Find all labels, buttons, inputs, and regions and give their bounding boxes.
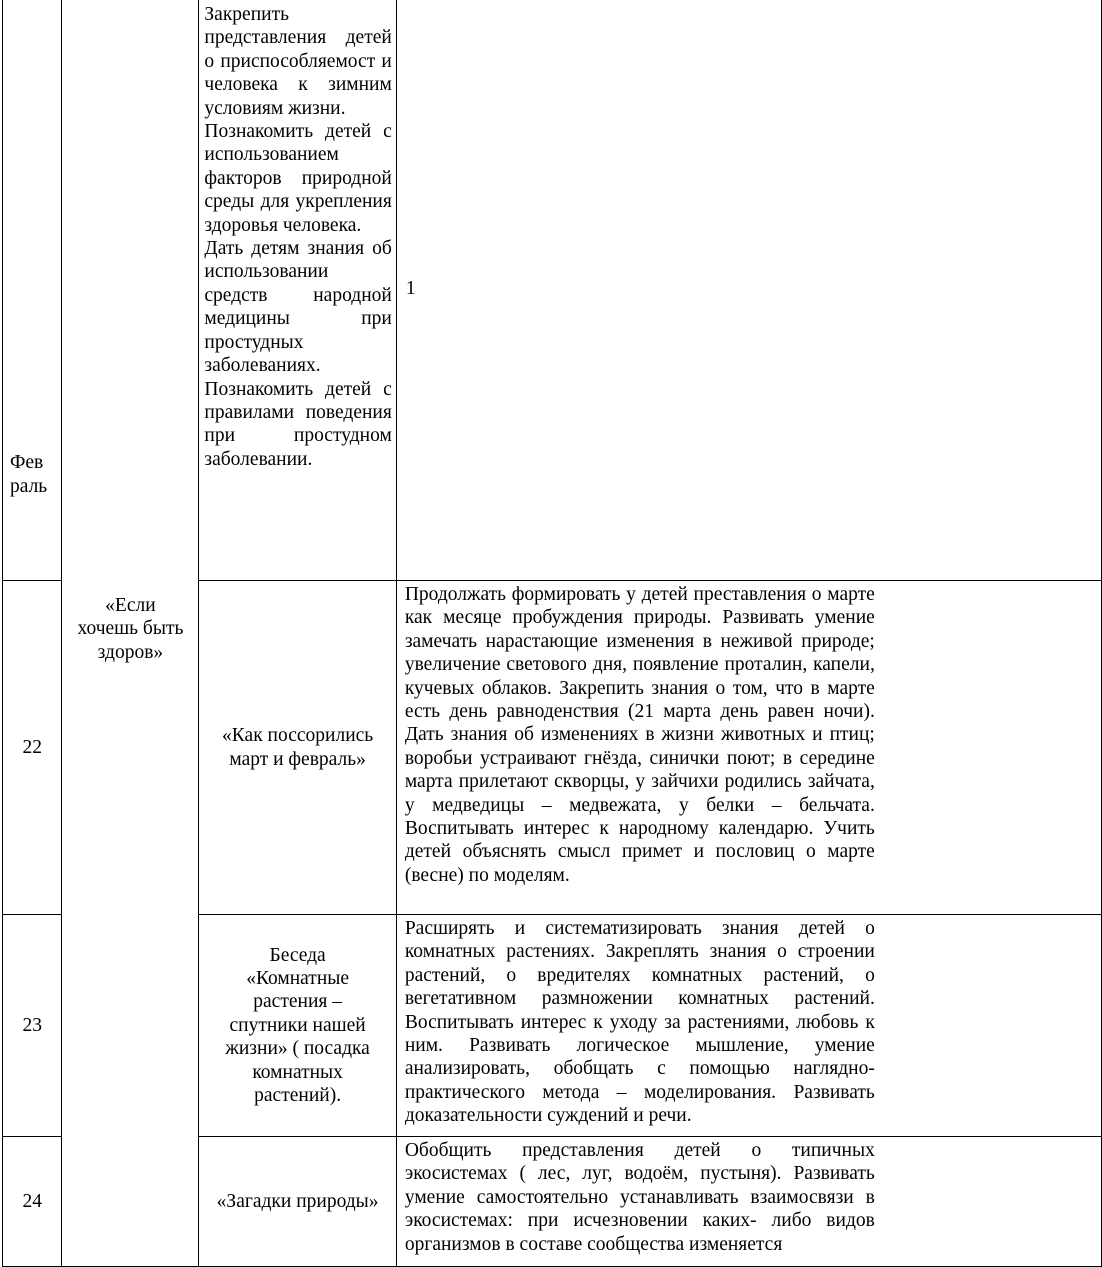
lesson-plan-table bbox=[2, 0, 1102, 1267]
row-number-cell bbox=[3, 915, 62, 1137]
row-number-cell bbox=[3, 581, 62, 915]
row-number-cell bbox=[3, 1137, 62, 1267]
goal-cell bbox=[396, 915, 1101, 1137]
theme-cell bbox=[199, 581, 396, 915]
hours-cell bbox=[396, 0, 1101, 581]
month-label-line-1: Фев bbox=[10, 452, 44, 474]
row-number: 22 bbox=[22, 736, 42, 758]
row-number: 23 bbox=[22, 1014, 42, 1036]
month-label-line-2: раль bbox=[10, 475, 48, 497]
theme-paragraph-4: Познакомить детей с правилами поведения при простудном заболевании. bbox=[204, 378, 392, 470]
goal-cell bbox=[396, 1137, 1101, 1267]
theme-line-2: март и февраль» bbox=[229, 748, 366, 770]
theme-cell bbox=[199, 915, 396, 1137]
topic-cell bbox=[62, 0, 199, 1267]
topic-line-2: хочешь быть bbox=[77, 618, 184, 640]
goal-text: Расширять и систематизировать знания детей о комнатных растениях. Закреплять знания о строении растений, о вредителях комнатных растений, о вегетативном размножении комнатных растений. Воспитывать интерес к уходу за растениями, любовь к ним. Развивать логическое мышление, умение анализировать, обобщать с помощью наглядно-практического метода – моделирования. Развивать доказательности суждений и речи. bbox=[404, 918, 875, 1127]
theme-line-1: Беседа bbox=[269, 944, 326, 966]
theme-line-2: «Комнатные bbox=[246, 967, 350, 989]
theme-paragraph-3: Дать детям знания об использовании средств народной медицины при простудных заболеваниях. bbox=[204, 238, 392, 377]
month-cell bbox=[3, 0, 62, 581]
theme-cell bbox=[199, 1137, 396, 1267]
theme-line-1: «Как поссорились bbox=[222, 725, 374, 747]
theme-paragraph-1: Закрепить представления детей о приспособляемост и человека к зимним условиям жизни. bbox=[204, 4, 392, 119]
topic-line-1: «Если bbox=[105, 595, 156, 616]
goal-cell bbox=[396, 581, 1101, 915]
topic-line-3: здоров» bbox=[97, 641, 164, 663]
row-number: 24 bbox=[22, 1190, 42, 1212]
theme-line-6: комнатных bbox=[252, 1061, 343, 1083]
goal-text: Продолжать формировать у детей преставления о марте как месяце пробуждения природы. Развивать умение замечать нарастающие изменения в неживой природе; увеличение светового дня, появление проталин, капели, кучевых облаков. Закрепить знания о том, что в марте есть день равноденствия (21 марта день равен ночи). Дать знания об изменениях в жизни животных и птиц; воробьи устраивают гнёзда, синички поют; в середине марта прилетают скворцы, у зайчихи родились зайчата, у медведицы – медвежата, у белки – бельчата. Воспитывать интерес к народному календарю. Учить детей объяснять смысл примет и пословиц о марте (весне) по моделям. bbox=[404, 584, 875, 886]
theme-line-7: растений). bbox=[254, 1085, 342, 1107]
theme-line-3: растения – bbox=[253, 991, 342, 1013]
theme-paragraph-2: Познакомить детей с использованием факторов природной среды для укрепления здоровья человека. bbox=[204, 121, 392, 236]
theme-line-5: жизни» ( посадка bbox=[225, 1038, 370, 1060]
theme-line-4: спутники нашей bbox=[229, 1014, 366, 1036]
hours-value: 1 bbox=[405, 277, 416, 299]
theme-text: «Загадки природы» bbox=[216, 1190, 379, 1212]
february-theme-cell bbox=[199, 0, 396, 581]
table-row-february bbox=[3, 0, 1102, 581]
goal-text: Обобщить представления детей о типичных экосистемах ( лес, луг, водоём, пустыня). Развивать умение самостоятельно устанавливать взаимосвязи в экосистемах: при исчезновении каких- либо видов организмов в составе сообщества изменяется bbox=[404, 1140, 875, 1255]
